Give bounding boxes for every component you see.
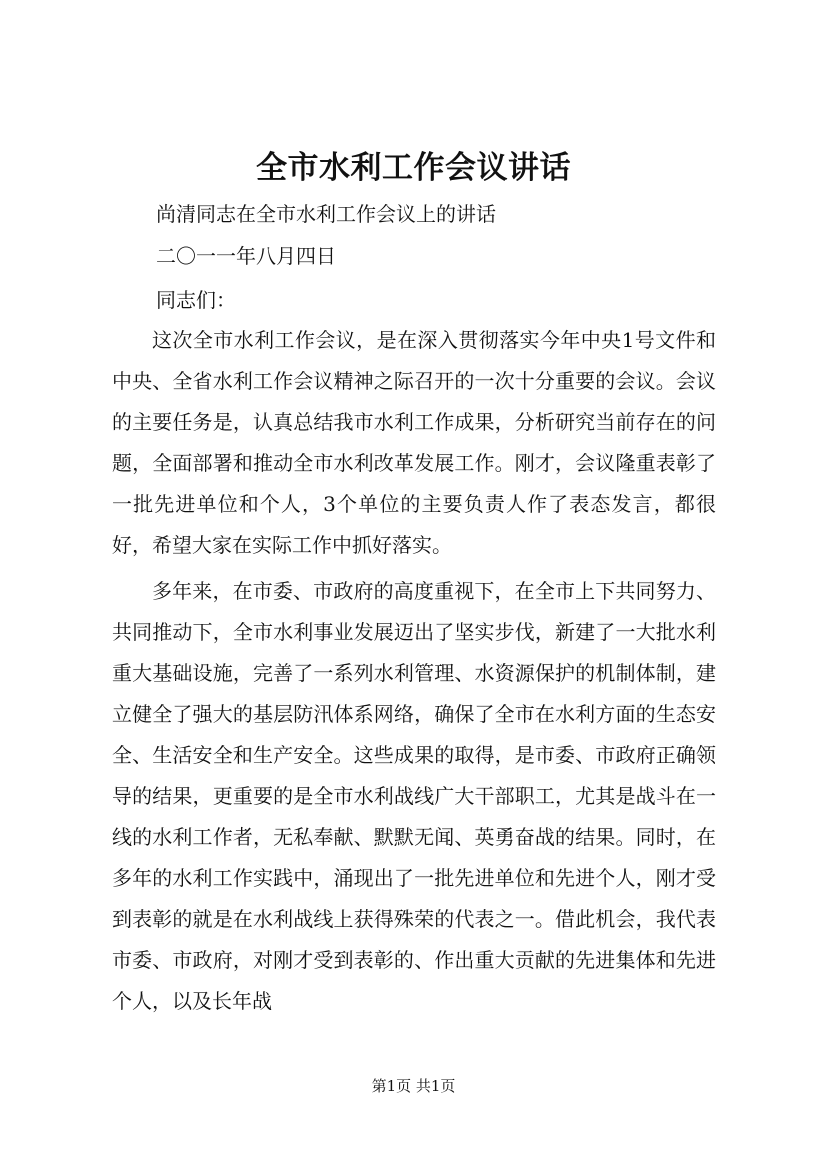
speech-date: 二〇一一年八月四日	[156, 244, 336, 268]
salutation: 同志们：	[156, 288, 236, 312]
speech-subtitle: 尚清同志在全市水利工作会议上的讲话	[156, 202, 496, 226]
page-number-footer: 第1页 共1页	[371, 1077, 456, 1095]
body-paragraph-1: 这次全市水利工作会议，是在深入贯彻落实今年中央1号文件和中央、全省水利工作会议精神之际召开的一次十分重要的会议。会议的主要任务是，认真总结我市水利工作成果，分析研究当前存在的问题，全面部署和推动全市水利改革发展工作。刚才，会议隆重表彰了一批先进单位和个人，3个单位的主要负责人作了表态发言，都很好，希望大家在实际工作中抓好落实。	[112, 328, 716, 557]
document-title: 全市水利工作会议讲话	[256, 150, 571, 186]
body-paragraph-2: 多年来，在市委、市政府的高度重视下，在全市上下共同努力、共同推动下，全市水利事业发展迈出了坚实步伐，新建了一大批水利重大基础设施，完善了一系列水利管理、水资源保护的机制体制，建立健全了强大的基层防汛体系网络，确保了全市在水利方面的生态安全、生活安全和生产安全。这些成果的取得，是市委、市政府正确领导的结果，更重要的是全市水利战线广大干部职工，尤其是战斗在一线的水利工作者，无私奉献、默默无闻、英勇奋战的结果。同时，在多年的水利工作实践中，涌现出了一批先进单位和先进个人，刚才受到表彰的就是在水利战线上获得殊荣的代表之一。借此机会，我代表市委、市政府，对刚才受到表彰的、作出重大贡献的先进集体和先进个人，以及长年战	[112, 579, 716, 1013]
